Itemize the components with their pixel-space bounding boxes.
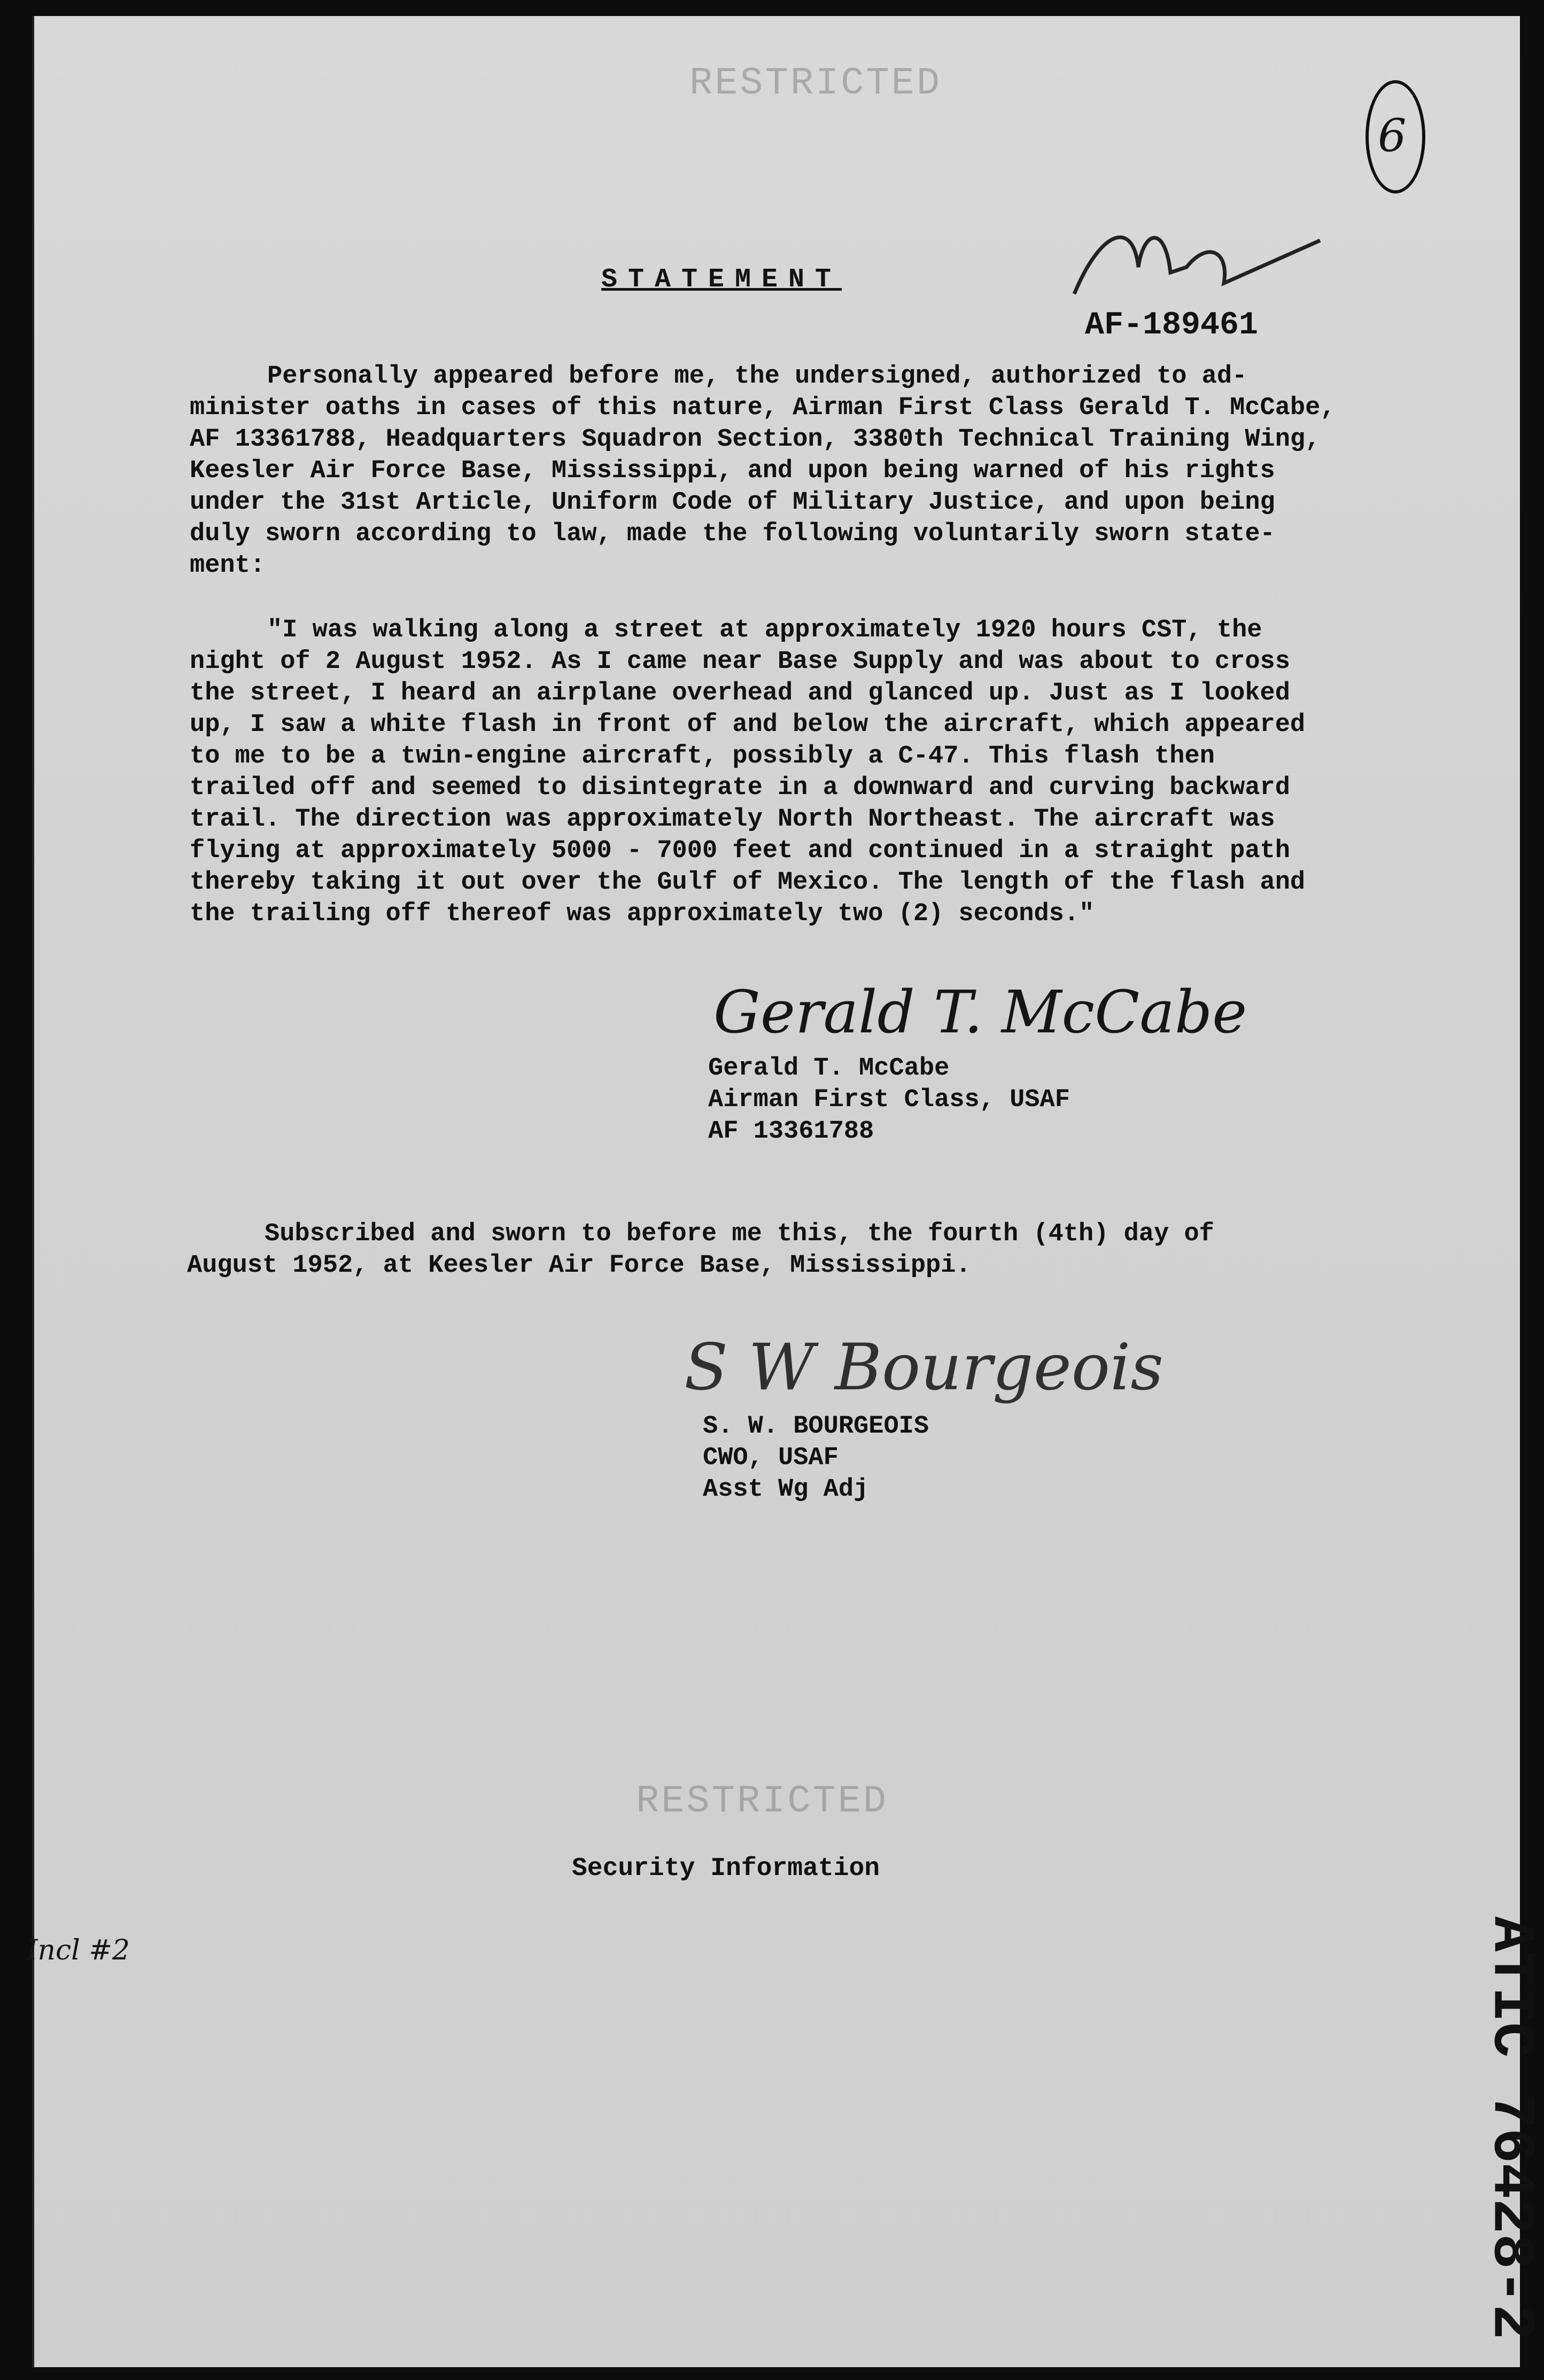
enclosure-note: Incl #2 bbox=[27, 1934, 130, 1966]
security-information-label: Security Information bbox=[572, 1854, 880, 1883]
bourgeois-signature: S W Bourgeois bbox=[684, 1331, 1163, 1405]
quote-line: up, I saw a white flash in front of and below the aircraft, which appeared bbox=[190, 711, 1306, 739]
quote-line: trail. The direction was approximately North Northeast. The aircraft was bbox=[190, 805, 1275, 834]
signer1-name: Gerald T. McCabe bbox=[708, 1054, 950, 1083]
signer2-title: Asst Wg Adj bbox=[703, 1475, 869, 1504]
atic-number-stamp: ATIC 76428-2 bbox=[1477, 1916, 1544, 2340]
restricted-stamp-bottom: RESTRICTED bbox=[636, 1779, 889, 1823]
control-number-stamp: AF-189461 bbox=[1085, 307, 1259, 344]
quote-line: flying at approximately 5000 - 7000 feet and continued in a straight path bbox=[190, 837, 1290, 865]
quote-line: to me to be a twin-engine aircraft, possibly a C-47. This flash then bbox=[190, 742, 1215, 771]
sworn-line: Subscribed and sworn to before me this, the fourth (4th) day of bbox=[265, 1220, 1214, 1248]
intro-line: duly sworn according to law, made the following voluntarily sworn state- bbox=[190, 520, 1275, 548]
intro-line: minister oaths in cases of this nature, Airman First Class Gerald T. McCabe, bbox=[190, 394, 1336, 422]
intro-line: Personally appeared before me, the undersigned, authorized to ad- bbox=[267, 362, 1247, 391]
signer2-rank: CWO, USAF bbox=[703, 1444, 839, 1472]
quote-line: thereby taking it out over the Gulf of Mexico. The length of the flash and bbox=[190, 868, 1306, 897]
quote-line: night of 2 August 1952. As I came near Base Supply and was about to cross bbox=[190, 648, 1290, 676]
intro-line: ment: bbox=[190, 551, 266, 580]
signer1-service-number: AF 13361788 bbox=[708, 1117, 874, 1146]
intro-line: AF 13361788, Headquarters Squadron Section, 3380th Technical Training Wing, bbox=[190, 425, 1321, 454]
intro-line: Keesler Air Force Base, Mississippi, and upon being warned of his rights bbox=[190, 457, 1275, 485]
sworn-line: August 1952, at Keesler Air Force Base, Mississippi. bbox=[187, 1251, 971, 1280]
quote-line: the street, I heard an airplane overhead and glanced up. Just as I looked bbox=[190, 679, 1290, 707]
quote-line: the trailing off thereof was approximately two (2) seconds." bbox=[190, 900, 1095, 928]
signer2-name: S. W. BOURGEOIS bbox=[703, 1412, 929, 1441]
page-number: 6 bbox=[1378, 110, 1407, 162]
quote-line: trailed off and seemed to disintegrate in a downward and curving backward bbox=[190, 774, 1290, 802]
document-title: STATEMENT bbox=[601, 265, 842, 295]
quote-line: "I was walking along a street at approximately 1920 hours CST, the bbox=[267, 616, 1262, 644]
restricted-stamp-top: RESTRICTED bbox=[689, 61, 942, 105]
intro-line: under the 31st Article, Uniform Code of Military Justice, and upon being bbox=[190, 488, 1275, 517]
signer1-rank: Airman First Class, USAF bbox=[708, 1086, 1070, 1114]
mccabe-signature: Gerald T. McCabe bbox=[713, 978, 1247, 1046]
